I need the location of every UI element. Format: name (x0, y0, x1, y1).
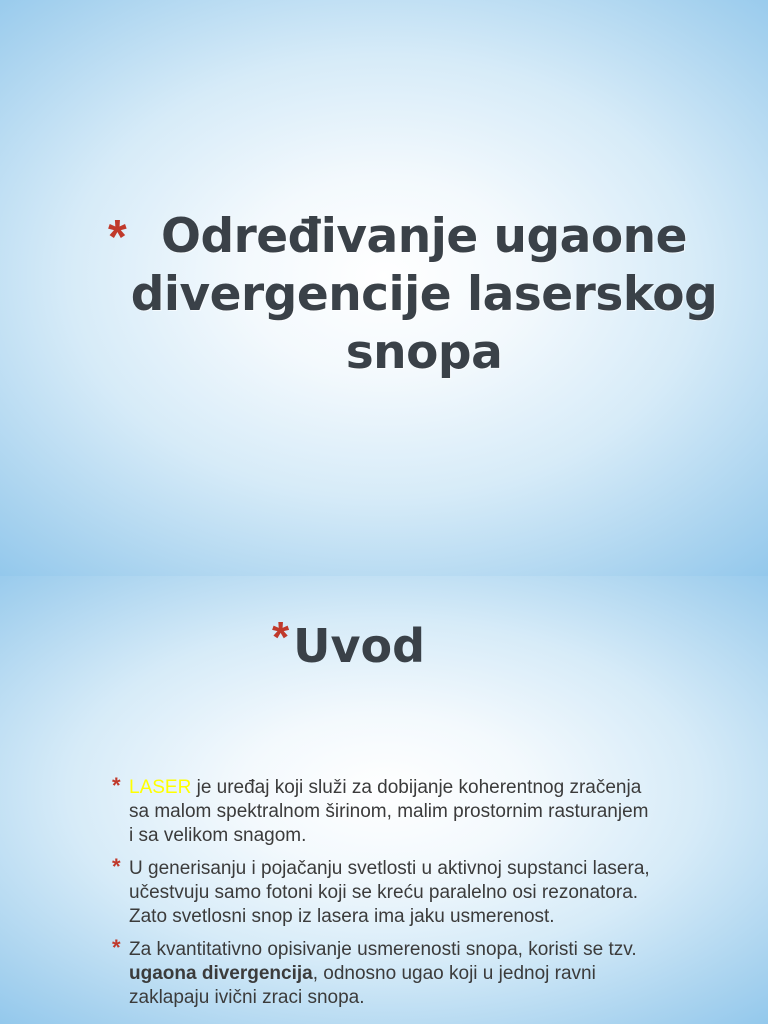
title-block (104, 208, 744, 382)
bullet-item (112, 854, 652, 929)
intro-heading (272, 613, 425, 676)
slide-title (104, 208, 744, 382)
asterisk-bullet-icon: * (112, 854, 121, 879)
title-line: Određivanje ugaone (160, 209, 687, 264)
asterisk-bullet-icon: * (112, 935, 121, 960)
intro-title: Uvod (293, 619, 425, 673)
bullet-list (112, 773, 652, 1019)
asterisk-bullet-icon: * (112, 773, 121, 798)
intro-slide (0, 576, 768, 1024)
bullet-item (112, 935, 652, 1010)
title-line: divergencije laserskog (130, 267, 718, 322)
asterisk-bullet-icon: * (108, 211, 127, 264)
bullet-text: Za kvantitativno opisivanje usmerenosti snopa, koristi se tzv. (129, 939, 637, 960)
bullet-text: U generisanju i pojačanju svetlosti u aktivnoj supstanci lasera, učestvuju samo fotoni koji se kreću paralelno osi rezonatora. Zato svetlosni snop iz lasera ima jaku usmerenost. (129, 858, 650, 927)
bold-term: ugaona divergencija (129, 963, 313, 984)
bullet-text: je uređaj koji služi za dobijanje koherentnog zračenja sa malom spektralnom širinom, malim prostornim rasturanjem i sa velikom snagom. (129, 777, 649, 846)
bullet-item (112, 773, 652, 848)
bullet-text: , odnosno ugao koji u jednoj ravni zaklapaju ivični zraci snopa. (129, 963, 596, 1008)
title-line: snopa (345, 325, 503, 380)
asterisk-bullet-icon: * (272, 613, 290, 662)
highlighted-term: LASER (129, 777, 192, 798)
